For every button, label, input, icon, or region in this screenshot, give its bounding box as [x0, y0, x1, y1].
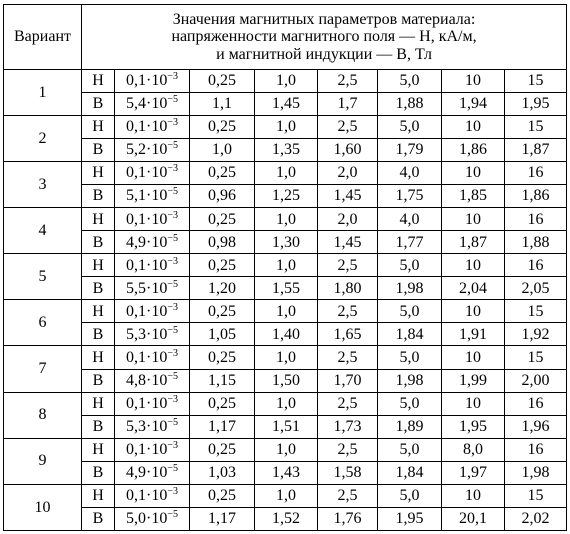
value-cell: 1,70: [318, 369, 378, 392]
first-value-exponent: −5: [167, 370, 178, 382]
value-cell: 1,55: [255, 277, 318, 300]
value-cell: 1,50: [255, 369, 318, 392]
first-value-exponent: −3: [167, 393, 178, 405]
first-value-mantissa: 5,5·10: [126, 279, 168, 297]
value-cell: 5,0: [378, 300, 442, 323]
value-cell: 1,40: [255, 323, 318, 346]
value-cell: 1,45: [318, 231, 378, 254]
value-cell: 1,15: [190, 369, 255, 392]
value-cell: 1,95: [378, 507, 442, 530]
table-row: [4, 300, 567, 323]
first-value-exponent: −5: [167, 140, 178, 152]
table-row: [4, 392, 567, 415]
value-cell: 1,0: [255, 162, 318, 185]
induction-label: B: [82, 93, 115, 116]
value-cell: 1,76: [318, 507, 378, 530]
value-cell: 1,03: [190, 461, 255, 484]
first-value-exponent: −5: [167, 278, 178, 290]
value-cell: 1,0: [255, 70, 318, 93]
value-cell: 10: [442, 346, 505, 369]
value-cell: 1,87: [505, 139, 567, 162]
field-strength-label: H: [82, 70, 115, 93]
first-value-cell: [115, 323, 190, 346]
variant-number: 4: [4, 208, 82, 254]
induction-label: B: [82, 461, 115, 484]
value-cell: 5,0: [378, 116, 442, 139]
value-cell: 1,85: [442, 185, 505, 208]
value-cell: 5,0: [378, 254, 442, 277]
table-row: [4, 369, 567, 392]
value-cell: 1,0: [255, 438, 318, 461]
variant-number: 3: [4, 162, 82, 208]
value-cell: 1,1: [190, 93, 255, 116]
first-value-mantissa: 5,3·10: [126, 325, 168, 343]
induction-label: B: [82, 139, 115, 162]
value-cell: 1,0: [255, 484, 318, 507]
value-cell: 1,58: [318, 461, 378, 484]
first-value-exponent: −5: [167, 324, 178, 336]
value-cell: 4,0: [378, 162, 442, 185]
induction-label: B: [82, 369, 115, 392]
caption-line: Значения магнитных параметров материала:: [172, 10, 476, 28]
first-value-cell: [115, 139, 190, 162]
value-cell: 2,5: [318, 438, 378, 461]
table-row: [4, 507, 567, 530]
table-row: [4, 323, 567, 346]
value-cell: 8,0: [442, 438, 505, 461]
value-cell: 1,99: [442, 369, 505, 392]
value-cell: 0,25: [190, 346, 255, 369]
value-cell: 0,25: [190, 254, 255, 277]
field-strength-label: H: [82, 254, 115, 277]
value-cell: 1,17: [190, 415, 255, 438]
field-strength-label: H: [82, 208, 115, 231]
first-value-exponent: −3: [167, 117, 178, 129]
value-cell: 10: [442, 116, 505, 139]
first-value-cell: [115, 392, 190, 415]
value-cell: 0,25: [190, 70, 255, 93]
value-cell: 2,5: [318, 300, 378, 323]
first-value-exponent: −3: [167, 439, 178, 451]
variant-number: 5: [4, 254, 82, 300]
first-value-mantissa: 0,1·10: [126, 302, 168, 320]
value-cell: 1,75: [378, 185, 442, 208]
table-row: [4, 346, 567, 369]
table-row: [4, 93, 567, 116]
first-value-mantissa: 4,8·10: [126, 371, 168, 389]
first-value-mantissa: 0,1·10: [126, 210, 168, 228]
value-cell: 15: [505, 116, 567, 139]
value-cell: 0,25: [190, 300, 255, 323]
value-cell: 1,77: [378, 231, 442, 254]
first-value-exponent: −3: [167, 163, 178, 175]
value-cell: 2,05: [505, 277, 567, 300]
value-cell: 0,25: [190, 484, 255, 507]
value-cell: 5,0: [378, 484, 442, 507]
value-cell: 0,25: [190, 438, 255, 461]
first-value-mantissa: 5,3·10: [126, 417, 168, 435]
value-cell: 5,0: [378, 438, 442, 461]
value-cell: 1,79: [378, 139, 442, 162]
first-value-mantissa: 4,9·10: [126, 233, 168, 251]
value-cell: 1,86: [442, 139, 505, 162]
value-cell: 1,0: [255, 300, 318, 323]
first-value-exponent: −3: [167, 255, 178, 267]
value-cell: 10: [442, 300, 505, 323]
value-cell: 0,25: [190, 116, 255, 139]
value-cell: 1,0: [255, 346, 318, 369]
table-row: [4, 277, 567, 300]
value-cell: 16: [505, 254, 567, 277]
value-cell: 1,95: [505, 93, 567, 116]
table-row: [4, 438, 567, 461]
table-header-row: [4, 5, 567, 70]
value-cell: 1,88: [505, 231, 567, 254]
value-cell: 10: [442, 162, 505, 185]
first-value-cell: [115, 507, 190, 530]
first-value-mantissa: 0,1·10: [126, 440, 168, 458]
value-cell: 10: [442, 208, 505, 231]
value-cell: 1,0: [255, 208, 318, 231]
first-value-exponent: −3: [167, 301, 178, 313]
first-value-cell: [115, 208, 190, 231]
table-row: [4, 162, 567, 185]
value-cell: 5,0: [378, 70, 442, 93]
value-cell: 2,5: [318, 484, 378, 507]
value-cell: 15: [505, 484, 567, 507]
table-row: [4, 461, 567, 484]
first-value-exponent: −5: [167, 416, 178, 428]
first-value-cell: [115, 415, 190, 438]
value-cell: 2,5: [318, 392, 378, 415]
variant-number: 1: [4, 70, 82, 116]
value-cell: 1,0: [255, 392, 318, 415]
field-strength-label: H: [82, 484, 115, 507]
value-cell: 1,91: [442, 323, 505, 346]
value-cell: 5,0: [378, 346, 442, 369]
value-cell: 15: [505, 300, 567, 323]
field-strength-label: H: [82, 162, 115, 185]
value-cell: 15: [505, 70, 567, 93]
first-value-mantissa: 5,4·10: [126, 95, 168, 113]
first-value-cell: [115, 231, 190, 254]
value-cell: 1,30: [255, 231, 318, 254]
value-cell: 1,84: [378, 461, 442, 484]
first-value-exponent: −5: [167, 462, 178, 474]
field-strength-label: H: [82, 438, 115, 461]
induction-label: B: [82, 277, 115, 300]
value-cell: 15: [505, 346, 567, 369]
value-cell: 1,7: [318, 93, 378, 116]
variant-number: 7: [4, 346, 82, 392]
value-cell: 10: [442, 254, 505, 277]
first-value-cell: [115, 70, 190, 93]
value-cell: 2,5: [318, 346, 378, 369]
table-row: [4, 185, 567, 208]
value-cell: 1,17: [190, 507, 255, 530]
value-cell: 2,00: [505, 369, 567, 392]
value-cell: 1,43: [255, 461, 318, 484]
value-cell: 1,98: [505, 461, 567, 484]
value-cell: 0,98: [190, 231, 255, 254]
first-value-mantissa: 4,9·10: [126, 463, 168, 481]
value-cell: 10: [442, 392, 505, 415]
value-cell: 0,25: [190, 162, 255, 185]
value-cell: 1,97: [442, 461, 505, 484]
table-row: [4, 231, 567, 254]
induction-label: B: [82, 323, 115, 346]
value-cell: 16: [505, 392, 567, 415]
value-cell: 2,04: [442, 277, 505, 300]
variant-column-header: Вариант: [4, 5, 82, 70]
value-cell: 2,0: [318, 208, 378, 231]
first-value-mantissa: 0,1·10: [126, 394, 168, 412]
induction-label: B: [82, 185, 115, 208]
caption-line: напряженности магнитного поля — H, кА/м,: [171, 28, 477, 46]
value-cell: 0,25: [190, 208, 255, 231]
first-value-cell: [115, 438, 190, 461]
value-cell: 1,84: [378, 323, 442, 346]
value-cell: 1,20: [190, 277, 255, 300]
first-value-cell: [115, 254, 190, 277]
value-cell: 1,0: [190, 139, 255, 162]
value-cell: 1,25: [255, 185, 318, 208]
value-cell: 2,02: [505, 507, 567, 530]
first-value-mantissa: 0,1·10: [126, 72, 168, 90]
field-strength-label: H: [82, 116, 115, 139]
first-value-mantissa: 0,1·10: [126, 118, 168, 136]
first-value-mantissa: 5,2·10: [126, 141, 168, 159]
variant-number: 6: [4, 300, 82, 346]
first-value-cell: [115, 369, 190, 392]
field-strength-label: H: [82, 346, 115, 369]
first-value-exponent: −3: [167, 485, 178, 497]
table-row: [4, 208, 567, 231]
first-value-exponent: −3: [167, 347, 178, 359]
first-value-cell: [115, 300, 190, 323]
value-cell: 1,60: [318, 139, 378, 162]
table-row: [4, 116, 567, 139]
table-caption-header: [82, 5, 567, 70]
first-value-cell: [115, 185, 190, 208]
value-cell: 1,35: [255, 139, 318, 162]
value-cell: 10: [442, 70, 505, 93]
value-cell: 1,98: [378, 277, 442, 300]
first-value-exponent: −5: [167, 232, 178, 244]
table-row: [4, 70, 567, 93]
variant-number: 8: [4, 392, 82, 438]
magnetic-parameters-table: [3, 4, 567, 531]
value-cell: 16: [505, 162, 567, 185]
value-cell: 1,0: [255, 116, 318, 139]
value-cell: 4,0: [378, 208, 442, 231]
value-cell: 1,80: [318, 277, 378, 300]
first-value-cell: [115, 346, 190, 369]
value-cell: 1,51: [255, 415, 318, 438]
first-value-cell: [115, 116, 190, 139]
first-value-exponent: −3: [167, 209, 178, 221]
first-value-cell: [115, 484, 190, 507]
table-row: [4, 139, 567, 162]
field-strength-label: H: [82, 392, 115, 415]
value-cell: 20,1: [442, 507, 505, 530]
first-value-cell: [115, 162, 190, 185]
value-cell: 1,96: [505, 415, 567, 438]
table-row: [4, 254, 567, 277]
variant-number: 10: [4, 484, 82, 530]
variant-number: 2: [4, 116, 82, 162]
value-cell: 0,96: [190, 185, 255, 208]
value-cell: 0,25: [190, 392, 255, 415]
first-value-exponent: −5: [167, 186, 178, 198]
value-cell: 1,98: [378, 369, 442, 392]
value-cell: 1,05: [190, 323, 255, 346]
value-cell: 1,45: [318, 185, 378, 208]
value-cell: 2,5: [318, 254, 378, 277]
table-row: [4, 415, 567, 438]
value-cell: 1,86: [505, 185, 567, 208]
induction-label: B: [82, 231, 115, 254]
value-cell: 1,92: [505, 323, 567, 346]
value-cell: 1,45: [255, 93, 318, 116]
value-cell: 1,87: [442, 231, 505, 254]
table-row: [4, 484, 567, 507]
first-value-mantissa: 5,0·10: [126, 510, 168, 528]
variant-number: 9: [4, 438, 82, 484]
value-cell: 2,0: [318, 162, 378, 185]
induction-label: B: [82, 415, 115, 438]
value-cell: 1,0: [255, 254, 318, 277]
first-value-exponent: −5: [167, 94, 178, 106]
first-value-mantissa: 5,1·10: [126, 187, 168, 205]
value-cell: 16: [505, 438, 567, 461]
value-cell: 1,94: [442, 93, 505, 116]
value-cell: 1,88: [378, 93, 442, 116]
value-cell: 2,5: [318, 70, 378, 93]
first-value-cell: [115, 93, 190, 116]
value-cell: 1,95: [442, 415, 505, 438]
first-value-exponent: −5: [167, 509, 178, 521]
caption-line: и магнитной индукции — B, Тл: [216, 45, 432, 63]
first-value-mantissa: 0,1·10: [126, 256, 168, 274]
first-value-mantissa: 0,1·10: [126, 164, 168, 182]
induction-label: B: [82, 507, 115, 530]
value-cell: 1,52: [255, 507, 318, 530]
value-cell: 1,65: [318, 323, 378, 346]
value-cell: 1,73: [318, 415, 378, 438]
value-cell: 16: [505, 208, 567, 231]
first-value-mantissa: 0,1·10: [126, 486, 168, 504]
first-value-cell: [115, 461, 190, 484]
first-value-cell: [115, 277, 190, 300]
value-cell: 5,0: [378, 392, 442, 415]
first-value-exponent: −3: [167, 71, 178, 83]
value-cell: 2,5: [318, 116, 378, 139]
first-value-mantissa: 0,1·10: [126, 348, 168, 366]
value-cell: 10: [442, 484, 505, 507]
field-strength-label: H: [82, 300, 115, 323]
value-cell: 1,89: [378, 415, 442, 438]
